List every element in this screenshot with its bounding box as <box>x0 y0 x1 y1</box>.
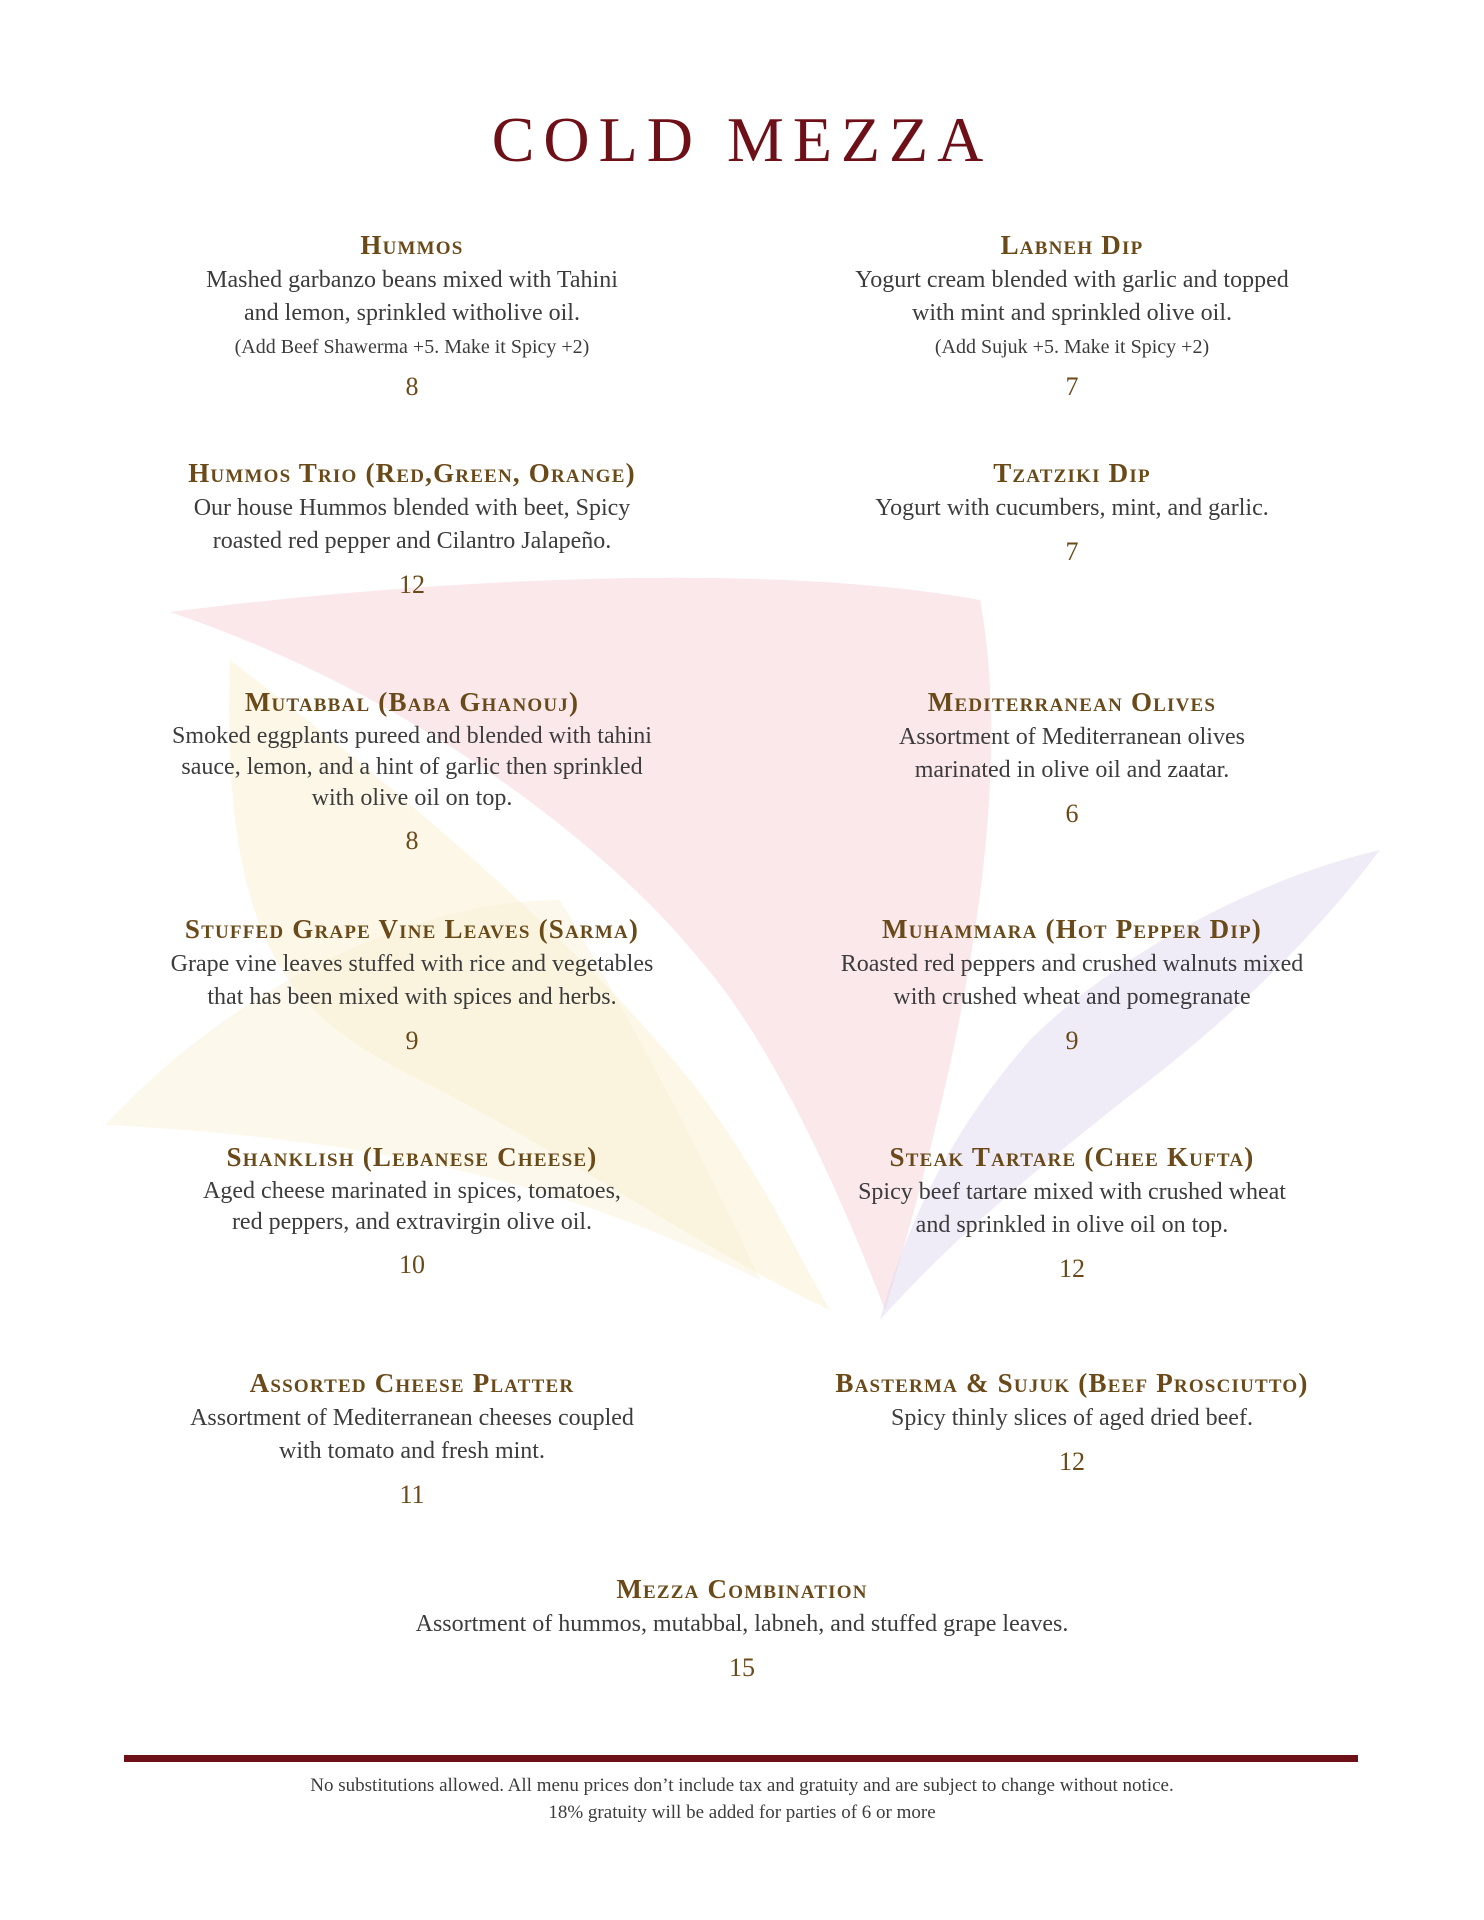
item-description <box>792 1176 1352 1242</box>
item-name: Tzatziki Dip <box>993 458 1151 488</box>
menu-item-shanklish <box>102 1140 722 1280</box>
item-price: 9 <box>1065 1026 1079 1055</box>
desc-line: sauce, lemon, and a hint of garlic then sprinkled <box>181 754 643 780</box>
desc-line: Yogurt cream blended with garlic and topped <box>855 267 1289 293</box>
desc-line: Assortment of Mediterranean olives <box>899 724 1245 750</box>
item-name: Hummos <box>360 230 464 260</box>
menu-item-mutabbal <box>102 685 722 856</box>
footer-notice <box>0 1772 1484 1826</box>
menu-item-muhammara <box>762 912 1382 1056</box>
item-description <box>132 492 692 558</box>
menu-item-labneh-dip <box>762 228 1382 402</box>
desc-line: with tomato and fresh mint. <box>279 1438 545 1464</box>
item-name: Muhammara (Hot Pepper Dip) <box>882 914 1262 944</box>
item-name: Assorted Cheese Platter <box>249 1368 575 1398</box>
desc-line: with olive oil on top. <box>311 785 513 811</box>
item-price: 7 <box>1065 537 1079 566</box>
menu-item-stuffed-grape-vine-leaves <box>102 912 722 1056</box>
item-price: 9 <box>405 1026 419 1055</box>
item-name: Stuffed Grape Vine Leaves (Sarma) <box>184 914 640 944</box>
item-description <box>292 1608 1192 1641</box>
desc-line: with crushed wheat and pomegranate <box>893 984 1251 1010</box>
menu-item-assorted-cheese-platter <box>102 1366 722 1510</box>
desc-line: marinated in olive oil and zaatar. <box>914 757 1230 783</box>
item-price: 12 <box>1059 1254 1085 1283</box>
footer-line: 18% gratuity will be added for parties of 6 or more <box>548 1802 936 1823</box>
desc-line: Our house Hummos blended with beet, Spicy <box>193 495 631 521</box>
page-title: COLD MEZZA <box>491 104 993 175</box>
desc-line: Smoked eggplants pureed and blended with tahini <box>172 723 652 749</box>
item-price: 12 <box>399 570 425 599</box>
menu-item-mediterranean-olives <box>762 685 1382 829</box>
item-description <box>792 948 1352 1014</box>
item-note: (Add Sujuk +5. Make it Spicy +2) <box>934 336 1210 358</box>
desc-line: and lemon, sprinkled witholive oil. <box>244 300 580 326</box>
item-price: 8 <box>405 826 419 855</box>
item-description <box>792 264 1352 330</box>
item-price: 15 <box>729 1653 755 1682</box>
menu-item-hummos <box>102 228 722 402</box>
desc-line: Mashed garbanzo beans mixed with Tahini <box>206 267 618 293</box>
item-description <box>132 721 692 814</box>
item-price: 10 <box>399 1250 425 1279</box>
item-price: 8 <box>405 372 419 401</box>
desc-line: Assortment of Mediterranean cheeses coupled <box>190 1405 634 1431</box>
desc-line: and sprinkled in olive oil on top. <box>915 1212 1229 1238</box>
item-name: Hummos Trio (Red,Green, Orange) <box>188 458 636 488</box>
desc-line: Yogurt with cucumbers, mint, and garlic. <box>875 495 1269 521</box>
item-note: (Add Beef Shawerma +5. Make it Spicy +2) <box>234 336 590 358</box>
desc-line: with mint and sprinkled olive oil. <box>912 300 1232 326</box>
desc-line: Grape vine leaves stuffed with rice and vegetables <box>170 951 654 977</box>
item-name: Labneh Dip <box>1000 230 1144 260</box>
desc-line: red peppers, and extravirgin olive oil. <box>231 1209 593 1235</box>
desc-line: Spicy thinly slices of aged dried beef. <box>891 1405 1253 1431</box>
item-description <box>132 1176 692 1238</box>
item-name: Basterma & Sujuk (Beef Prosciutto) <box>835 1368 1309 1398</box>
menu-item-steak-tartare <box>762 1140 1382 1284</box>
desc-line: that has been mixed with spices and herbs. <box>207 984 617 1010</box>
menu-item-hummos-trio <box>102 456 722 600</box>
item-price: 12 <box>1059 1447 1085 1476</box>
item-description <box>792 492 1352 525</box>
item-price: 7 <box>1065 372 1079 401</box>
item-price: 6 <box>1065 799 1079 828</box>
item-description <box>132 1402 692 1468</box>
item-description <box>132 948 692 1014</box>
item-description <box>792 721 1352 787</box>
item-name: Shanklish (Lebanese Cheese) <box>226 1142 598 1172</box>
item-name: Mediterranean Olives <box>927 687 1217 717</box>
item-description <box>792 1402 1352 1435</box>
desc-line: Assortment of hummos, mutabbal, labneh, and stuffed grape leaves. <box>415 1611 1069 1637</box>
desc-line: roasted red pepper and Cilantro Jalapeño. <box>212 528 612 554</box>
menu-item-basterma-sujuk <box>762 1366 1382 1477</box>
item-name: Mezza Combination <box>616 1574 868 1604</box>
menu-item-tzatziki-dip <box>762 456 1382 567</box>
footer-line: No substitutions allowed. All menu prices don’t include tax and gratuity and are subject to change without notice. <box>310 1775 1174 1796</box>
menu-item-mezza-combination <box>242 1572 1242 1683</box>
desc-line: Spicy beef tartare mixed with crushed wheat <box>858 1179 1286 1205</box>
desc-line: Roasted red peppers and crushed walnuts mixed <box>840 951 1304 977</box>
item-name: Steak Tartare (Chee Kufta) <box>889 1142 1255 1172</box>
desc-line: Aged cheese marinated in spices, tomatoes, <box>203 1178 621 1204</box>
item-name: Mutabbal (Baba Ghanouj) <box>244 687 580 717</box>
footer-divider <box>124 1755 1358 1762</box>
item-description <box>132 264 692 330</box>
item-price: 11 <box>399 1480 425 1509</box>
